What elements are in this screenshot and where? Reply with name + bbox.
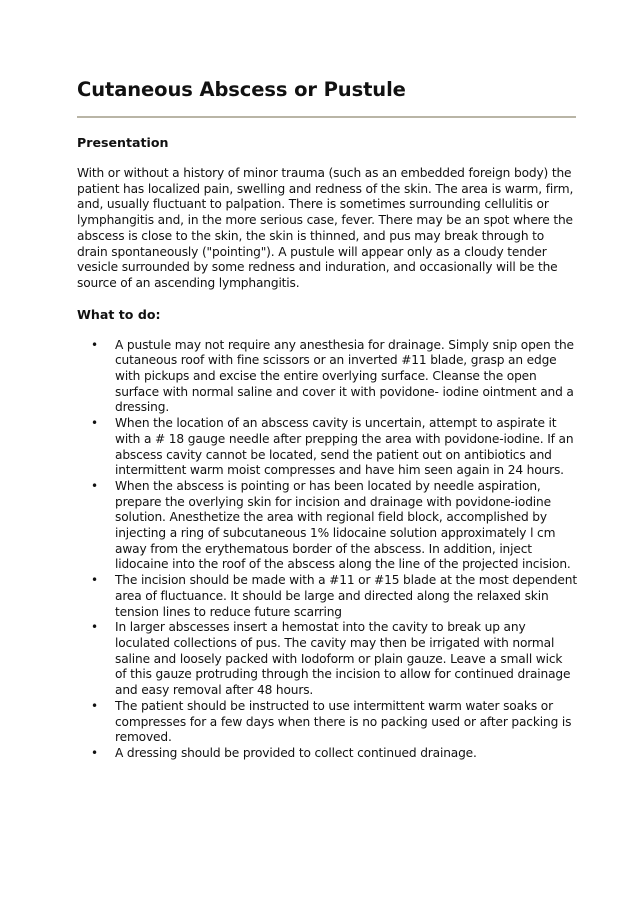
page-title: Cutaneous Abscess or Pustule xyxy=(77,78,406,101)
bullet-icon: • xyxy=(91,573,98,588)
bullet-icon: • xyxy=(91,698,98,713)
bullet-icon: • xyxy=(91,337,98,352)
bullet-icon: • xyxy=(91,416,98,431)
list-item xyxy=(77,573,577,620)
bullet-icon: • xyxy=(91,478,98,493)
document-page xyxy=(77,78,577,762)
title-divider xyxy=(77,116,576,118)
step-text: In larger abscesses insert a hemostat into the cavity to break up any loculated collections of pus. The cavity may then be irrigated with normal saline and loosely packed with Iodoform or plain gauze. Leave a small wick of this gauze protruding through the incision to allow for continued drainage and easy removal after 48 hours. xyxy=(115,620,571,698)
list-item xyxy=(77,479,577,573)
what-to-do-heading: What to do: xyxy=(77,306,161,322)
presentation-paragraph: With or without a history of minor trauma (such as an embedded foreign body) the patient has localized pain, swelling and redness of the skin. The area is warm, firm, and, usually fluctuant to palpation. There is sometimes surrounding cellulitis or lymphangitis and, in the more serious case, fever. There may be an spot where the abscess is close to the skin, the skin is thinned, and pus may break through to drain spontaneously ("pointing"). A pustule will appear only as a cloudy tender vesicle surrounded by some redness and induration, and occasionally will be the source of an ascending lymphangitis. xyxy=(77,166,574,290)
bullet-icon: • xyxy=(91,620,98,635)
step-text: The incision should be made with a #11 or #15 blade at the most dependent area of fluctuance. It should be large and directed along the relaxed skin tension lines to reduce future scarring xyxy=(115,573,577,619)
step-text: A dressing should be provided to collect continued drainage. xyxy=(115,745,477,760)
list-item xyxy=(77,699,577,746)
steps-list xyxy=(77,338,577,762)
list-item xyxy=(77,338,577,417)
list-item xyxy=(77,416,577,479)
step-text: When the abscess is pointing or has been located by needle aspiration, prepare the overlying skin for incision and drainage with povidone-iodine solution. Anesthetize the area with regional field block, accomplished by injecting a ring of subcutaneous 1% lidocaine solution approximately l cm away from the erythematous border of the abscess. In addition, inject lidocaine into the roof of the abscess along the line of the projected incision. xyxy=(115,478,571,572)
step-text: A pustule may not require any anesthesia for drainage. Simply snip open the cutaneous roof with fine scissors or an inverted #11 blade, grasp an edge with pickups and excise the entire overlying surface. Cleanse the open surface with normal saline and cover it with povidone- iodine ointment and a dressing. xyxy=(115,337,574,415)
presentation-heading: Presentation xyxy=(77,135,169,150)
step-text: When the location of an abscess cavity is uncertain, attempt to aspirate it with a # 18 gauge needle after prepping the area with povidone-iodine. If an abscess cavity cannot be located, send the patient out on antibiotics and intermittent warm moist compresses and have him seen again in 24 hours. xyxy=(115,416,574,478)
bullet-icon: • xyxy=(91,745,98,760)
list-item xyxy=(77,620,577,699)
step-text: The patient should be instructed to use intermittent warm water soaks or compresses for a few days when there is no packing used or after packing is removed. xyxy=(115,698,572,745)
list-item xyxy=(77,746,577,762)
